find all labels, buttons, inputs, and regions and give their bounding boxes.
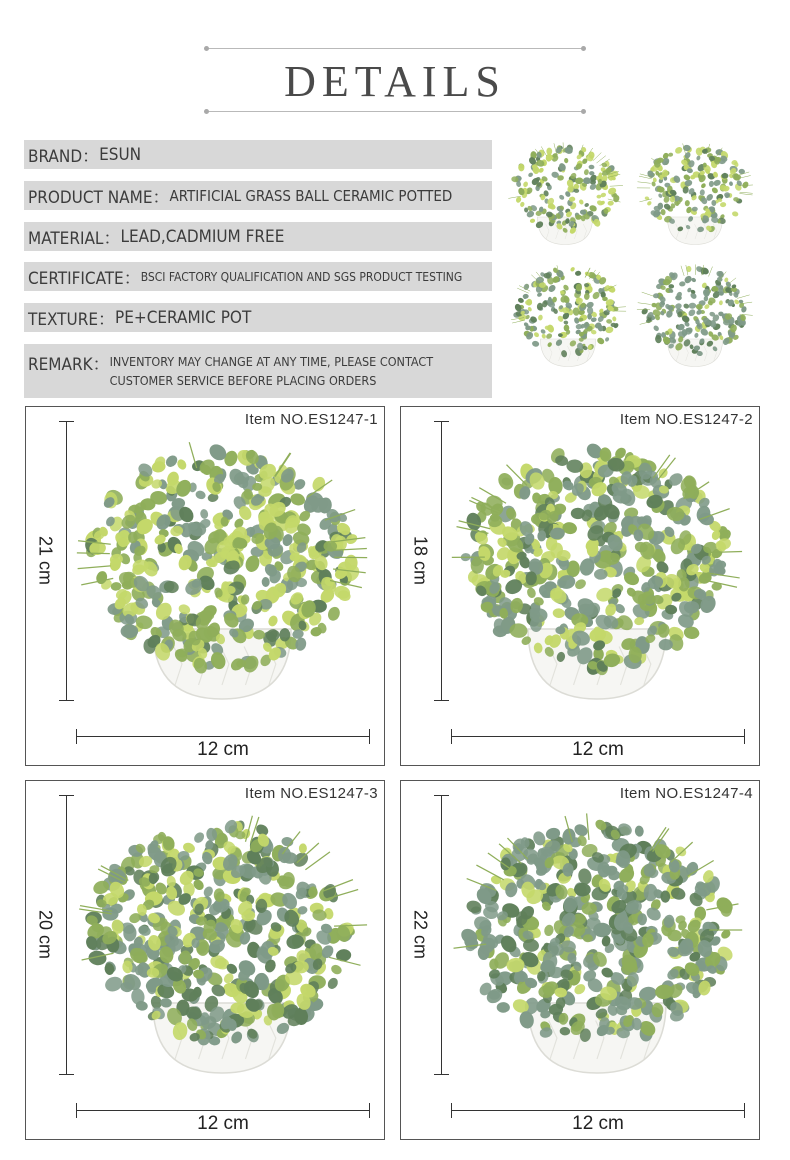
height-label: 20 cm bbox=[35, 910, 56, 960]
product-card-1 bbox=[25, 406, 385, 766]
height-label: 21 cm bbox=[35, 536, 56, 586]
title-rule-bottom bbox=[206, 111, 584, 112]
spec-brand bbox=[24, 140, 492, 169]
spec-certificate bbox=[24, 262, 492, 291]
spec-key: BRAND： bbox=[28, 147, 100, 167]
width-dimension-line bbox=[76, 736, 370, 737]
height-dimension-line bbox=[441, 421, 442, 701]
product-card-3 bbox=[25, 780, 385, 1140]
item-number: Item NO.ES1247-3 bbox=[244, 785, 378, 802]
spec-value: LEAD,CADMIUM FREE bbox=[120, 226, 285, 247]
product-image-plant-3 bbox=[72, 807, 372, 1087]
spec-material bbox=[24, 222, 492, 251]
title-rule-top bbox=[206, 48, 584, 49]
page-title: DETAILS bbox=[284, 57, 506, 106]
spec-remark bbox=[24, 344, 492, 398]
spec-value: ESUN bbox=[99, 144, 142, 165]
product-image-plant-1 bbox=[72, 433, 372, 713]
product-image-plant-4 bbox=[447, 807, 747, 1087]
product-card-4 bbox=[400, 780, 760, 1140]
height-dimension-line bbox=[66, 795, 67, 1075]
spec-product-name bbox=[24, 181, 492, 210]
spec-key: TEXTURE： bbox=[28, 310, 116, 330]
spec-value: BSCI FACTORY QUALIFICATION AND SGS PRODUCT TESTING bbox=[140, 269, 463, 284]
height-label: 22 cm bbox=[410, 910, 431, 960]
thumbnail-plant-3 bbox=[508, 262, 628, 372]
item-number: Item NO.ES1247-1 bbox=[244, 411, 378, 428]
spec-value: INVENTORY MAY CHANGE AT ANY TIME, PLEASE CONTACT CUSTOMER SERVICE BEFORE PLACING ORDERS bbox=[109, 354, 434, 388]
width-label: 12 cm bbox=[197, 739, 249, 760]
height-dimension-line bbox=[441, 795, 442, 1075]
height-dimension-line bbox=[66, 421, 67, 701]
width-label: 12 cm bbox=[197, 1113, 249, 1134]
product-card-2 bbox=[400, 406, 760, 766]
spec-texture bbox=[24, 303, 492, 332]
item-number: Item NO.ES1247-2 bbox=[619, 411, 753, 428]
height-label: 18 cm bbox=[410, 536, 431, 586]
spec-value: PE+CERAMIC POT bbox=[115, 307, 252, 328]
product-image-plant-2 bbox=[447, 433, 747, 713]
item-number: Item NO.ES1247-4 bbox=[619, 785, 753, 802]
width-label: 12 cm bbox=[572, 739, 624, 760]
thumbnail-plant-2 bbox=[635, 140, 755, 250]
thumbnail-plant-1 bbox=[505, 140, 625, 250]
width-dimension-line bbox=[76, 1110, 370, 1111]
spec-key: PRODUCT NAME： bbox=[28, 188, 170, 208]
spec-key: MATERIAL： bbox=[28, 229, 121, 249]
width-label: 12 cm bbox=[572, 1113, 624, 1134]
width-dimension-line bbox=[451, 736, 745, 737]
width-dimension-line bbox=[451, 1110, 745, 1111]
thumbnail-plant-4 bbox=[635, 262, 755, 372]
spec-key: CERTIFICATE： bbox=[28, 269, 141, 289]
spec-value: ARTIFICIAL GRASS BALL CERAMIC POTTED bbox=[169, 186, 453, 205]
spec-key: REMARK： bbox=[28, 355, 110, 375]
